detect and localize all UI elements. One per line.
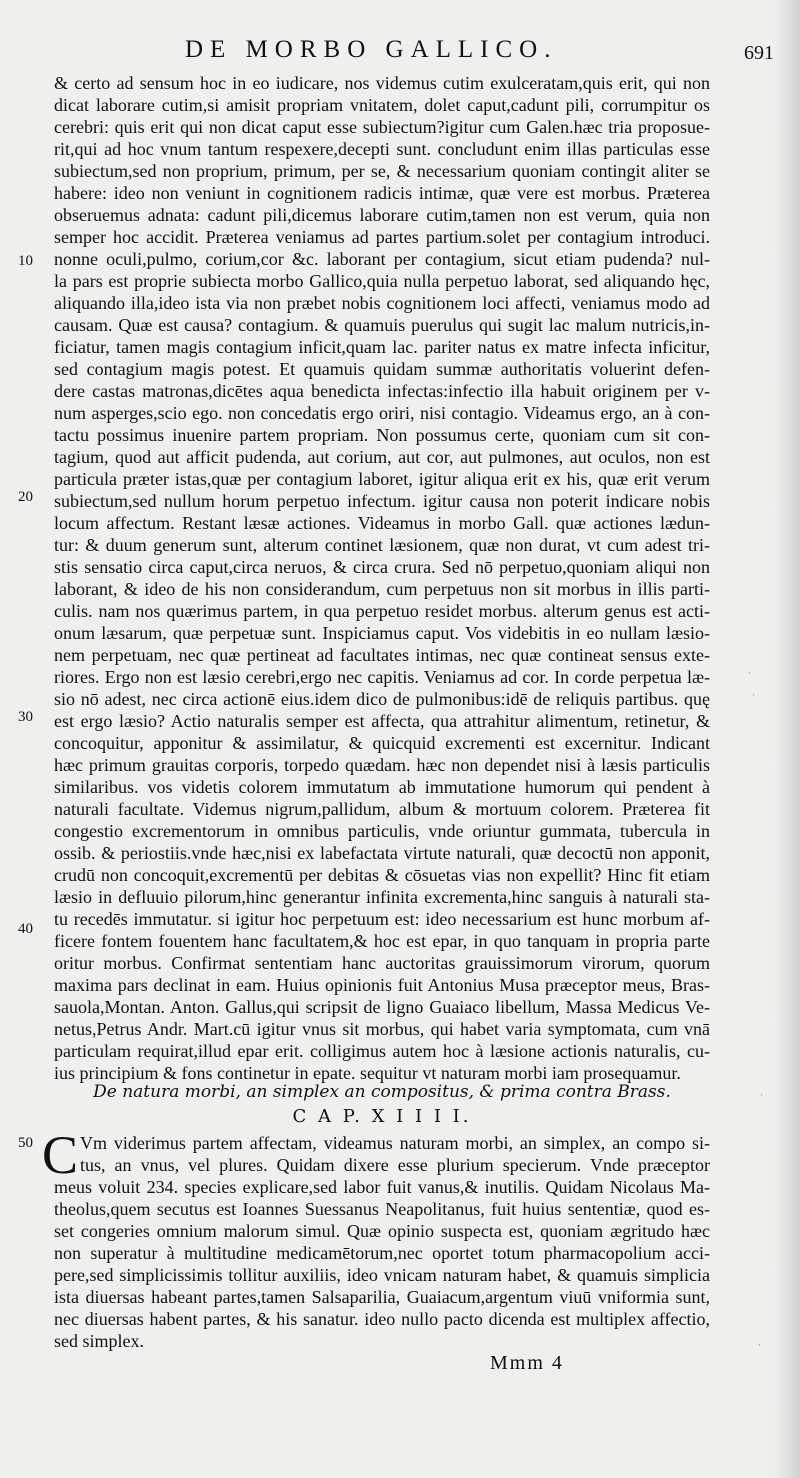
margin-bleed-mark: ·: [758, 1340, 761, 1350]
text-line: ius principium & fons continetur in epate. sequitur vt naturam morbi iam prosequamur.: [54, 1063, 681, 1083]
chapter-text: [42, 1125, 710, 1352]
text-line: meus voluit 234. species explicare,sed labor fuit vanus,& inutilis. Quidam Nicolaus Ma-: [54, 1177, 710, 1197]
text-line: set congeries omnium malorum simul. Quæ opinio suspecta est, quoniam ægritudo hæc: [54, 1221, 710, 1241]
page-number: 691: [744, 42, 774, 64]
line-number: 10: [18, 253, 33, 269]
text-line: ficiatur, tamen magis contagium inficit,quam lac. pariter natus ex matre infecta inficitur,: [54, 337, 710, 357]
running-head: [0, 36, 800, 70]
text-line: tu recedēs immutatur. si igitur hoc perpetuum est: ideo necessarium est hunc morbum af-: [54, 909, 710, 929]
text-line: num asperges,scio ego. non concedatis ergo oriri, nisi contagio. Videamus ergo, an à con-: [54, 403, 710, 423]
text-line: tus, an vnus, vel plures. Quidam dixere esse plurium specierum. Vnde præceptor: [80, 1155, 710, 1175]
margin-bleed-mark: ·: [748, 668, 751, 678]
line-number: 20: [18, 489, 33, 505]
line-number: 40: [18, 921, 33, 937]
text-line: culis. nam nos quærimus partem, in qua perpetuo residet morbus. alterum genus est acti-: [54, 601, 710, 621]
text-line: riores. Ergo non est læsio cerebri,ergo nec capitis. Veniamus ad cor. In corde perpetua læ-: [54, 667, 710, 687]
chapter-number: C A P. X I I I I.: [292, 1106, 472, 1127]
text-line: laborant, & ideo de his non considerandum, cum perpetuus non sit morbus in illis parti-: [54, 579, 710, 599]
text-line: est ergo læsio? Actio naturalis semper est affecta, qua attrahitur alimentum, retinetur, &: [54, 711, 710, 731]
text-line: nonne oculi,pulmo, corium,cor &c. laborant per contagium, sicut etiam pudenda? nul-: [54, 249, 710, 269]
text-line: semper hoc accidit. Præterea veniamus ad partes partium.solet per contagium introduci.: [54, 227, 710, 247]
line-number: 50: [18, 1135, 33, 1151]
text-line: tur: & duum generum sunt, alterum continet læsionem, quæ non durat, vt cum adest tri-: [54, 535, 710, 555]
chapter-heading: [54, 1080, 710, 1130]
text-line: sauola,Montan. Anton. Gallus,qui scripsit de ligno Guaiaco libellum, Massa Medicus Ve-: [54, 997, 710, 1017]
text-line: sed simplex.: [54, 1331, 144, 1351]
text-line: læsio in defluuio pilorum,hinc generantur infinita excrementa,hinc sanguis à naturali sta-: [54, 887, 710, 907]
text-line: ficere fontem fouentem hanc facultatem,& hoc est epar, in quo tanquam in propria parte: [54, 931, 710, 951]
text-line: Vm viderimus partem affectam, videamus naturam morbi, an simplex, an compo si-: [80, 1133, 710, 1153]
text-line: aliquando illa,ideo ista via non præbet nobis cognitionem loci affecti, veniamus modo ad: [54, 293, 710, 313]
text-line: tagium, quod aut afficit pudenda, aut corium, aut cor, aut pulmones, aut oculos, non est: [54, 447, 710, 467]
text-line: dicat laborare cutim,si amisit propriam vnitatem, dolet caput,cadunt pili, corrumpitur os: [54, 95, 710, 115]
text-line: ista diuersas habeant partes,tamen Salsaparilia, Guaiacum,argentum viuū vniformia sunt,: [54, 1287, 710, 1307]
text-line: nem perpetuam, nec quæ pertineat ad facultates intimas, nec quæ contineat sensus exte-: [54, 645, 710, 665]
text-line: cerebri: quis erit qui non dicat caput esse subiectum?igitur cum Galen.hæc tria proposue-: [54, 117, 710, 137]
body-text: [54, 72, 710, 1084]
margin-bleed-mark: ·: [760, 1090, 763, 1100]
text-line: locum affectum. Restant læsæ actiones. Videamus in morbo Gall. quæ actiones lædun-: [54, 513, 710, 533]
margin-bleed-mark: ·: [752, 690, 755, 700]
text-line: subiectum,sed non proprium, primum, per se, & necessarium quoniam contingit aliter se: [54, 161, 710, 181]
text-line: naturali facultate. Videmus nigrum,pallidum, album & mortuum colorem. Præterea fit: [54, 799, 710, 819]
text-line: dere castas matronas,dicētes aqua benedicta infectas:infectio illa habuit originem per v-: [54, 381, 710, 401]
text-line: concoquitur, apponitur & assimilatur, & quicquid excrementi est excernitur. Indicant: [54, 733, 710, 753]
page-edge-shadow: [774, 0, 800, 1478]
text-line: sed contagium magis potest. Et quamuis quidam summæ authoritatis voluerint defen-: [54, 359, 710, 379]
line-number: 30: [18, 709, 33, 725]
text-line: theolus,quem secutus est Ioannes Suessanus Neapolitanus, fuit huius sententiæ, quod es-: [54, 1199, 710, 1219]
running-title: DE MORBO GALLICO.: [185, 36, 558, 63]
text-line: ossib. & periostiis.vnde hæc,nisi ex labefactata virtute naturali, quæ decoctū non apponit,: [54, 843, 710, 863]
text-line: crudū non concoquit,excrementū per debitas & cōsuetas vias non expellit? Hinc fit etiam: [54, 865, 710, 885]
text-line: particulam requirat,illud epar erit. colligimus autem hoc à læsione actionis naturalis, cu-: [54, 1041, 710, 1061]
text-line: obseruemus adnata: cadunt pili,dicemus laborare cutim,tamen non est verum, quia non: [54, 205, 710, 225]
text-line: hæc primum grauitas corporis, torpedo quædam. hæc non dependet nisi à læsis particulis: [54, 755, 710, 775]
signature-mark: Mmm 4: [490, 1352, 564, 1374]
text-line: rit,qui ad hoc vnum tantum respexere,decepti sunt. concludunt enim illas particulas esse: [54, 139, 710, 159]
text-line: nec diuersas habent partes, & his sanatur. ideo nullo pacto dicenda est multiplex affectio,: [54, 1309, 710, 1329]
text-line: sio nō adest, nec circa actionē eius.idem dico de pulmonibus:idē de reliquis partibus. quę: [54, 689, 710, 709]
text-line: maxima pars declinat in eam. Huius opinionis fuit Antonius Musa præceptor meus, Bras-: [54, 975, 710, 995]
text-line: stis sensatio circa caput,circa neruos, & circa crura. Sed nō perpetuo,quoniam aliqui non: [54, 557, 710, 577]
text-line: oritur morbus. Confirmat sententiam hanc auctoritas grauissimorum virorum, quorum: [54, 953, 710, 973]
text-line: pere,sed simplicissimis tollitur auxiliis, ideo vnicam naturam habet, & quamuis simplicia: [54, 1265, 710, 1285]
text-line: la pars est proprie subiecta morbo Gallico,quia nulla perpetuo laborat, sed aliquando hęc,: [54, 271, 710, 291]
text-line: tactu possimus inuenire partem propriam. Non possumus certe, quoniam cum sit con-: [54, 425, 710, 445]
text-line: onum læsarum, quæ perpetuæ sunt. Inspiciamus caput. Vos videbitis in eo nullam læsio-: [54, 623, 710, 643]
text-line: particula præter istas,quæ per contagium laboret, igitur aliqua erit ex his, quæ erit verum: [54, 469, 710, 489]
text-line: subiectum,sed nullum horum perpetuo infectum. igitur causa non poterit indicare nobis: [54, 491, 710, 511]
text-line: & certo ad sensum hoc in eo iudicare, nos videmus cutim exulceratam,quis erit, qui non: [54, 73, 710, 93]
text-line: similaribus. vos videtis colorem immutatum ab immutatione humorum qui pendent à: [54, 777, 710, 797]
chapter-subtitle: De natura morbi, an simplex an compositus, & prima contra Brass.: [93, 1082, 671, 1102]
drop-capital: C: [42, 1125, 79, 1185]
text-line: netus,Petrus Andr. Mart.cū igitur vnus sit morbus, qui habet varia symptomata, cum vnā: [54, 1019, 710, 1039]
text-line: non superatur à multitudine medicamētorum,nec oportet totum pharmacopolium acci-: [54, 1243, 710, 1263]
text-line: congestio excrementorum in omnibus particulis, vnde oriuntur gummata, tubercula in: [54, 821, 710, 841]
text-line: habere: ideo non veniunt in cognitionem radicis intimæ, quæ vere est morbus. Præterea: [54, 183, 710, 203]
text-line: causam. Quæ est causa? contagium. & quamuis puerulus qui sugit lac malum nutricis,in-: [54, 315, 710, 335]
